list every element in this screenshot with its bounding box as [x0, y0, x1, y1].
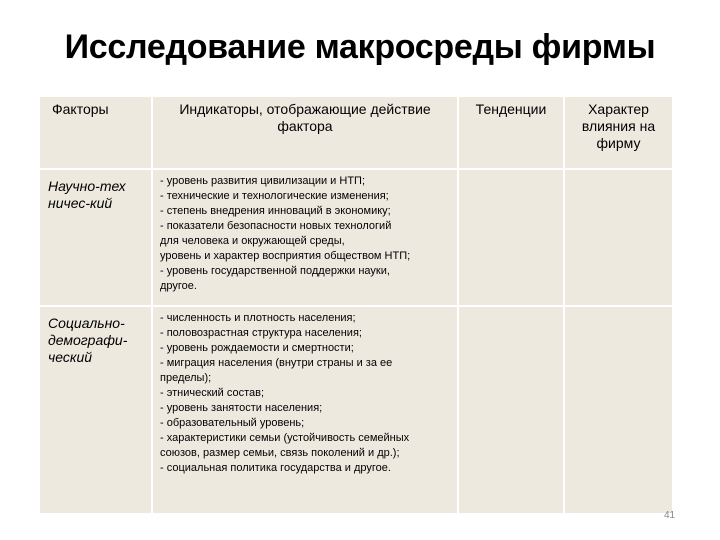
indicator-line: - социальная политика государства и другое. [160, 462, 391, 474]
factor-line: ничес-кий [48, 195, 113, 211]
influence-cell [564, 306, 673, 514]
slide-title: Исследование макросреды фирмы [64, 28, 656, 66]
table-row [39, 169, 673, 306]
factor-cell [39, 169, 152, 306]
header-indicators-label: Индикаторы, отображающие действие фактора [179, 101, 431, 134]
trends-cell [458, 306, 564, 514]
influence-cell [564, 169, 673, 306]
trends-cell [458, 169, 564, 306]
macro-environment-table [38, 95, 674, 515]
indicator-line: пределы); [160, 372, 212, 384]
indicator-line: - численность и плотность населения; [160, 312, 356, 324]
header-influence [564, 96, 673, 169]
indicator-line: уровень и характер восприятия обществом НТП; [160, 250, 411, 262]
factor-line: Социально- [48, 315, 125, 331]
indicator-line: - половозрастная структура населения; [160, 327, 362, 339]
indicator-line: - уровень развития цивилизации и НТП; [160, 175, 365, 187]
slide-number: 41 [664, 510, 676, 521]
indicator-line: - показатели безопасности новых технологий [160, 220, 392, 232]
header-trends [458, 96, 564, 169]
indicator-line: для человека и окружающей среды, [160, 235, 345, 247]
indicator-line: - уровень рождаемости и смертности; [160, 342, 354, 354]
indicator-line: - уровень занятости населения; [160, 402, 323, 414]
indicator-line: союзов, размер семьи, связь поколений и др.); [160, 447, 400, 459]
indicator-line: - образовательный уровень; [160, 417, 305, 429]
indicator-line: другое. [160, 280, 197, 292]
factor-line: ческий [48, 349, 93, 365]
factor-cell [39, 306, 152, 514]
header-factors [39, 96, 152, 169]
indicator-line: - характеристики семьи (устойчивость семейных [160, 432, 410, 444]
table-header-row [39, 96, 673, 169]
indicator-line: - технические и технологические изменения; [160, 190, 389, 202]
header-factors-label: Факторы [52, 101, 109, 117]
header-trends-label: Тенденции [475, 101, 547, 117]
table-row [39, 306, 673, 514]
indicator-line: - этнический состав; [160, 387, 265, 399]
factor-line: Научно-тех [48, 178, 126, 194]
header-indicators [152, 96, 458, 169]
factor-line: демографи- [48, 332, 128, 348]
indicator-line: - миграция населения (внутри страны и за ее [160, 357, 393, 369]
indicator-line: - уровень государственной поддержки науки, [160, 265, 390, 277]
indicator-line: - степень внедрения инноваций в экономику; [160, 205, 391, 217]
header-influence-label: Характер влияния на фирму [581, 101, 656, 151]
indicators-cell [152, 306, 458, 514]
indicators-cell [152, 169, 458, 306]
